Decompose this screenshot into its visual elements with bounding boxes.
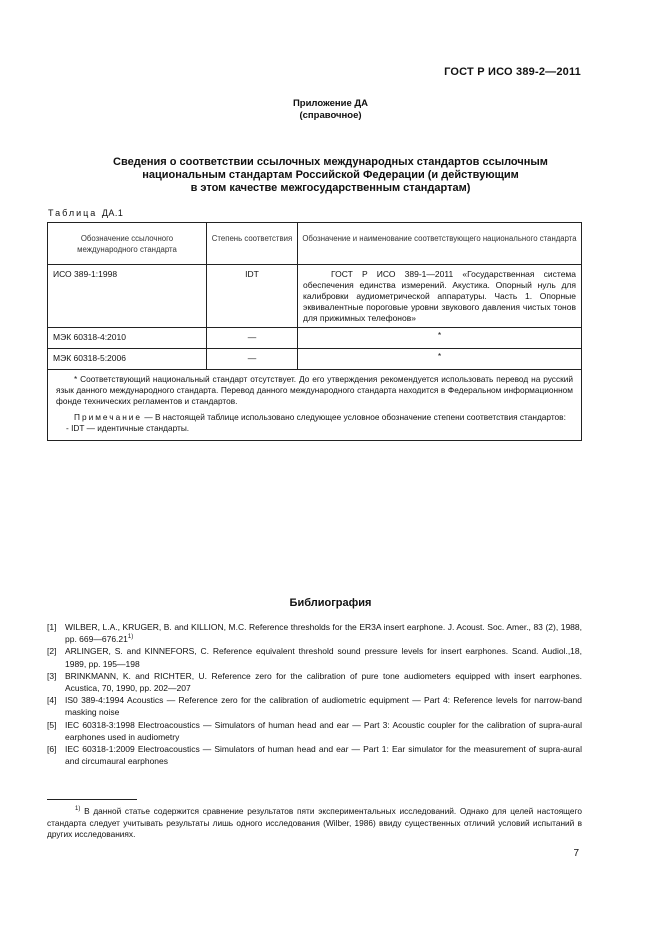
cell-national: ГОСТ Р ИСО 389-1—2011 «Государственная система обеспечения единства измерений. Акустика. Опорный нуль для калибровки аудиометрической аппаратуры. Часть 1. Опорные эквивалентные пороговые уровни звукового давления чистых тонов для прижимных телефонов» <box>298 265 582 328</box>
table-footnote-row <box>48 370 582 441</box>
bib-text: IEC 60318-1:2009 Electroacoustics — Simulators of human head and ear — Part 1: Ear simulator for the measurement of supra-aural and circumaural earphones <box>65 744 582 767</box>
header-reference-standard: Обозначение ссылочного международного стандарта <box>48 223 207 265</box>
table-row <box>48 328 582 349</box>
bib-number: [4] <box>47 695 57 706</box>
section-title <box>60 156 601 195</box>
correspondence-table <box>47 222 582 441</box>
list-item <box>47 645 582 669</box>
header-degree: Степень соответствия <box>207 223 298 265</box>
footnote-text: В данной статье содержится сравнение результатов пяти экспериментальных исследований. Однако для целей настоящего стандарта следует учитывать результаты лишь одного исследования (Wilber, 1986) ввиду существенных отличий условий испытаний в других исследованиях. <box>47 806 582 839</box>
table-footnote: * Соответствующий национальный стандарт отсутствует. До его утверждения рекомендуется использовать перевод на русский язык данного международного стандарта. Перевод данного международного стандарта находится в Федеральном информационном фонде технических регламентов и стандартов. <box>56 374 573 406</box>
footnote-marker: 1) <box>75 806 81 813</box>
bib-text: IS0 389-4:1994 Acoustics — Reference zero for the calibration of audiometric equipment — Part 4: Reference levels for narrow-band masking noise <box>65 695 582 718</box>
footnote-divider <box>47 799 137 800</box>
bib-text-body: WILBER, L.A., KRUGER, B. and KILLION, M.C. Reference thresholds for the ER3A insert earphone. J. Acoust. Soc. Amer., 83 (2), 1988, pp. 669—676.21 <box>65 622 582 645</box>
bib-number: [6] <box>47 744 57 755</box>
list-item <box>47 621 582 645</box>
section-title-line-3: в этом качестве межгосударственным стандартам) <box>190 182 471 194</box>
section-title-line-2: национальным стандартам Российской Федерации (и действующим <box>142 169 519 181</box>
note-text: — В настоящей таблице использовано следующее условное обозначение степени соответствия стандартов: <box>144 412 566 422</box>
footnote-marker: 1) <box>127 634 134 641</box>
bibliography-title: Библиография <box>289 597 372 609</box>
list-item <box>47 743 582 767</box>
standard-header: ГОСТ Р ИСО 389-2—2011 <box>444 66 581 78</box>
table-label-number: ДА.1 <box>101 208 124 218</box>
cell-degree: IDT <box>207 265 298 328</box>
bibliography-list <box>47 621 582 767</box>
appendix-title: Приложение ДА <box>292 98 369 109</box>
appendix-heading <box>0 98 661 122</box>
bib-number: [5] <box>47 719 57 730</box>
bib-text: IEC 60318-3:1998 Electroacoustics — Simulators of human head and ear — Part 3: Acoustic coupler for the calibration of supra-aural earphones used in audiometry <box>65 719 582 742</box>
cell-reference: МЭК 60318-4:2010 <box>48 328 207 349</box>
table-footnote-cell <box>48 370 582 441</box>
table-label-word: Таблица <box>48 208 98 218</box>
table-header-row <box>48 223 582 265</box>
bib-text: ARLINGER, S. and KINNEFORS, C. Reference equivalent threshold sound pressure levels for insert earphones. Scand. Audiol.,18, 1989, pp. 195—198 <box>65 646 582 669</box>
list-item <box>47 719 582 743</box>
bib-text <box>65 621 582 645</box>
cell-reference: МЭК 60318-5:2006 <box>48 349 207 370</box>
list-item <box>47 670 582 694</box>
list-item <box>47 694 582 718</box>
note-item: - IDT — идентичные стандарты. <box>66 423 190 433</box>
cell-reference: ИСО 389-1:1998 <box>48 265 207 328</box>
cell-national: * <box>298 328 582 349</box>
section-title-line-1: Сведения о соответствии ссылочных международных стандартов ссылочным <box>113 156 548 168</box>
cell-degree: — <box>207 349 298 370</box>
cell-degree: — <box>207 328 298 349</box>
bib-number: [1] <box>47 622 57 632</box>
bib-text: BRINKMANN, K. and RICHTER, U. Reference zero for the calibration of pure tone audiometers equipped with insert earphones. Acustica, 70, 1990, pp. 202—207 <box>65 670 582 694</box>
header-national-standard: Обозначение и наименование соответствующего национального стандарта <box>298 223 582 265</box>
page-number: 7 <box>573 848 579 859</box>
table-row <box>48 349 582 370</box>
page-footnote <box>47 806 582 841</box>
table-note <box>56 412 573 423</box>
note-label: Примечание <box>74 412 143 422</box>
cell-national: * <box>298 349 582 370</box>
table-label <box>48 208 123 218</box>
appendix-subtitle: (справочное) <box>299 110 362 121</box>
bib-number: [3] <box>47 670 57 681</box>
bib-number: [2] <box>47 646 57 657</box>
table-row <box>48 265 582 328</box>
